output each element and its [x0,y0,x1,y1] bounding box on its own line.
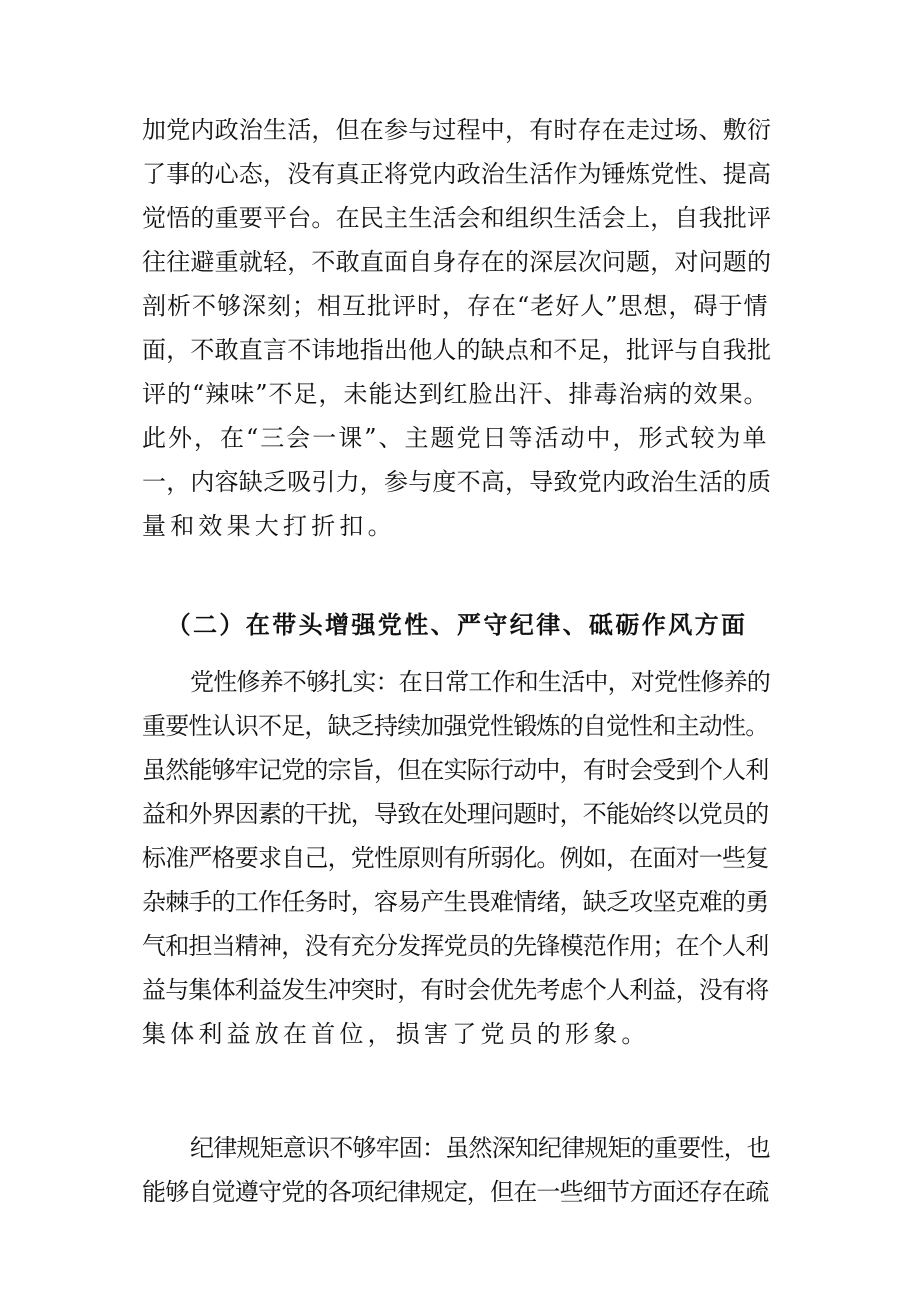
text-line: 剖析不够深刻；相互批评时，存在“老好人”思想，碍于情 [142,292,769,320]
text-line: 面，不敢直言不讳地指出他人的缺点和不足，批评与自我批 [142,336,772,364]
text-line: 觉悟的重要平台。在民主生活会和组织生活会上，自我批评 [142,204,772,232]
text-line: 往往避重就轻，不敢直面自身存在的深层次问题，对问题的 [142,248,772,276]
text-line: 益和外界因素的干扰，导致在处理问题时，不能始终以党员的 [142,800,769,828]
text-line: 杂棘手的工作任务时，容易产生畏难情绪，缺乏攻坚克难的勇 [142,888,769,916]
section-heading: （二）在带头增强党性、严守纪律、砥砺作风方面 [166,610,748,639]
text-line: 了事的心态，没有真正将党内政治生活作为锤炼党性、提高 [142,160,772,188]
text-line: 益与集体利益发生冲突时，有时会优先考虑个人利益，没有将 [142,976,769,1004]
text-line: 能够自觉遵守党的各项纪律规定，但在一些细节方面还存在疏 [142,1178,769,1206]
text-line: 评的“辣味”不足，未能达到红脸出汗、排毒治病的效果。 [142,380,769,408]
text-line: 加党内政治生活，但在参与过程中，有时存在走过场、敷衍 [142,116,772,144]
text-line: 气和担当精神，没有充分发挥党员的先锋模范作用；在个人利 [142,932,769,960]
text-line: 党性修养不够扎实：在日常工作和生活中，对党性修养的 [190,668,770,696]
paragraph-party-life [142,108,772,548]
text-line: 集体利益放在首位，损害了党员的形象。 [142,1020,650,1048]
paragraph-party-spirit [142,660,772,1056]
text-line: 标准严格要求自己，党性原则有所弱化。例如，在面对一些复 [142,844,769,872]
text-line: 重要性认识不足，缺乏持续加强党性锻炼的自觉性和主动性。 [142,712,769,740]
text-line: 此外，在“三会一课”、主题党日等活动中，形式较为单 [142,424,769,452]
text-line: 一，内容缺乏吸引力，参与度不高，导致党内政治生活的质 [142,468,772,496]
text-line: 虽然能够牢记党的宗旨，但在实际行动中，有时会受到个人利 [142,756,769,784]
paragraph-discipline [142,1126,772,1214]
text-line: 纪律规矩意识不够牢固：虽然深知纪律规矩的重要性，也 [190,1134,770,1162]
text-line: 量和效果大打折扣。 [142,512,396,540]
